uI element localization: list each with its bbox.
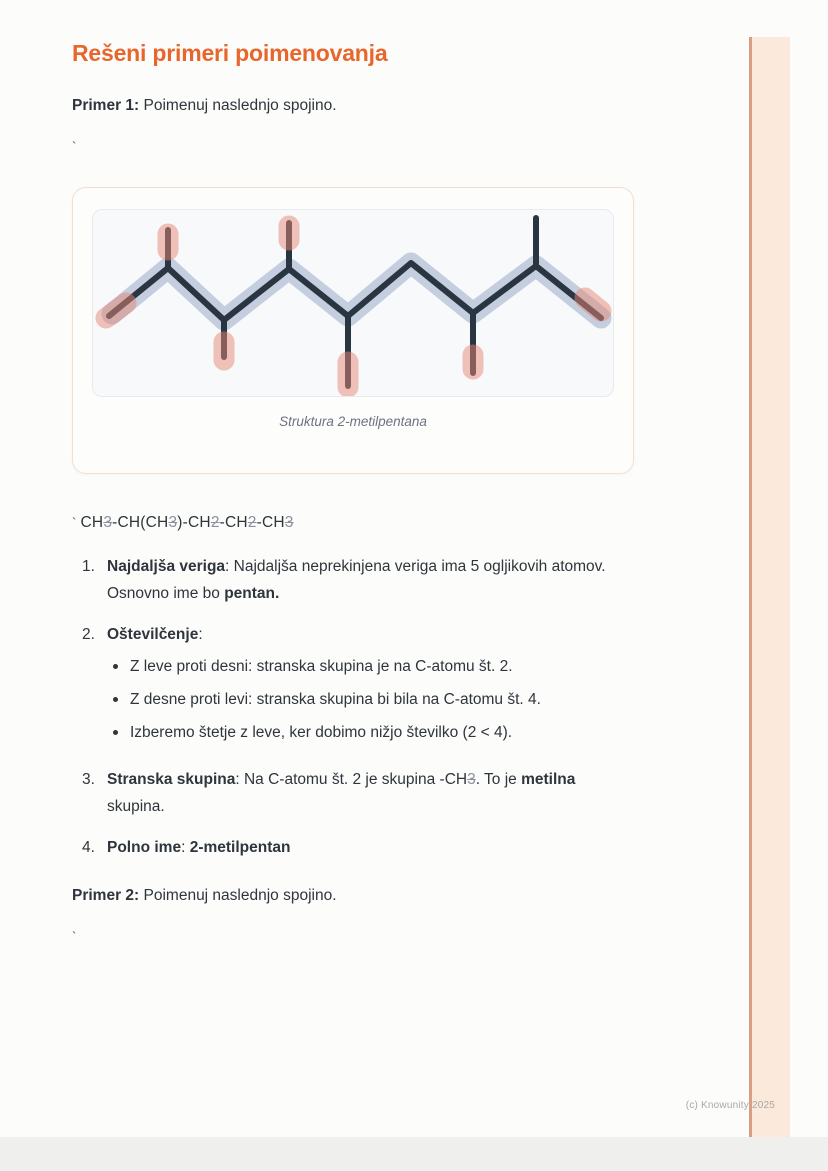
formula-text: CH3-CH(CH3)-CH2-CH2-CH3 — [80, 513, 294, 531]
step-number: 1. — [82, 557, 95, 575]
primer-2-text: Poimenuj naslednjo spojino. — [139, 886, 337, 904]
primer-1-text: Poimenuj naslednjo spojino. — [139, 96, 337, 114]
step-number: 4. — [82, 838, 95, 856]
numbering-bullet-list — [107, 653, 712, 746]
page-title: Rešeni primeri poimenovanja — [72, 40, 388, 66]
step-text: Stranska skupina: Na C-atomu št. 2 je skupina -CH3. To je metilna skupina. — [107, 770, 576, 815]
copyright-note: (c) Knowunity 2025 — [685, 1100, 775, 1111]
formula-line — [72, 514, 722, 532]
step-2-label: Oštevilčenje: — [107, 625, 203, 643]
stray-backtick-1: ` — [72, 138, 77, 154]
step-text: Polno ime: 2-metilpentan — [107, 838, 291, 856]
step-number: 2. — [82, 625, 95, 643]
primer-1-heading — [72, 95, 722, 117]
right-accent-stripe — [749, 37, 790, 1137]
step-text: Najdaljša veriga: Najdaljša neprekinjena veriga ima 5 ogljikovih atomov. Osnovno ime bo pentan. — [107, 557, 606, 602]
step-item-3 — [72, 766, 712, 820]
page-content — [72, 0, 722, 943]
molecule-figure — [92, 209, 614, 397]
figure-card — [72, 187, 634, 474]
step-item-4 — [72, 834, 712, 861]
bullet-item: Izberemo štetje z leve, ker dobimo nižjo številko (2 < 4). — [107, 719, 712, 746]
step-item-2 — [72, 621, 712, 752]
primer-1-label: Primer 1: — [72, 96, 140, 114]
naming-steps-list — [72, 553, 712, 861]
figure-caption: Struktura 2-metilpentana — [279, 413, 427, 429]
molecule-svg — [93, 210, 614, 397]
bullet-item: Z desne proti levi: stranska skupina bi bila na C-atomu št. 4. — [107, 686, 712, 713]
primer-2-label: Primer 2: — [72, 886, 140, 904]
formula-backtick: ` — [72, 514, 77, 530]
step-text — [107, 621, 712, 752]
step-number: 3. — [82, 770, 95, 788]
bullet-item: Z leve proti desni: stranska skupina je na C-atomu št. 2. — [107, 653, 712, 680]
primer-2-heading — [72, 885, 722, 907]
step-item-1 — [72, 553, 712, 607]
stray-backtick-2: ` — [72, 928, 77, 944]
